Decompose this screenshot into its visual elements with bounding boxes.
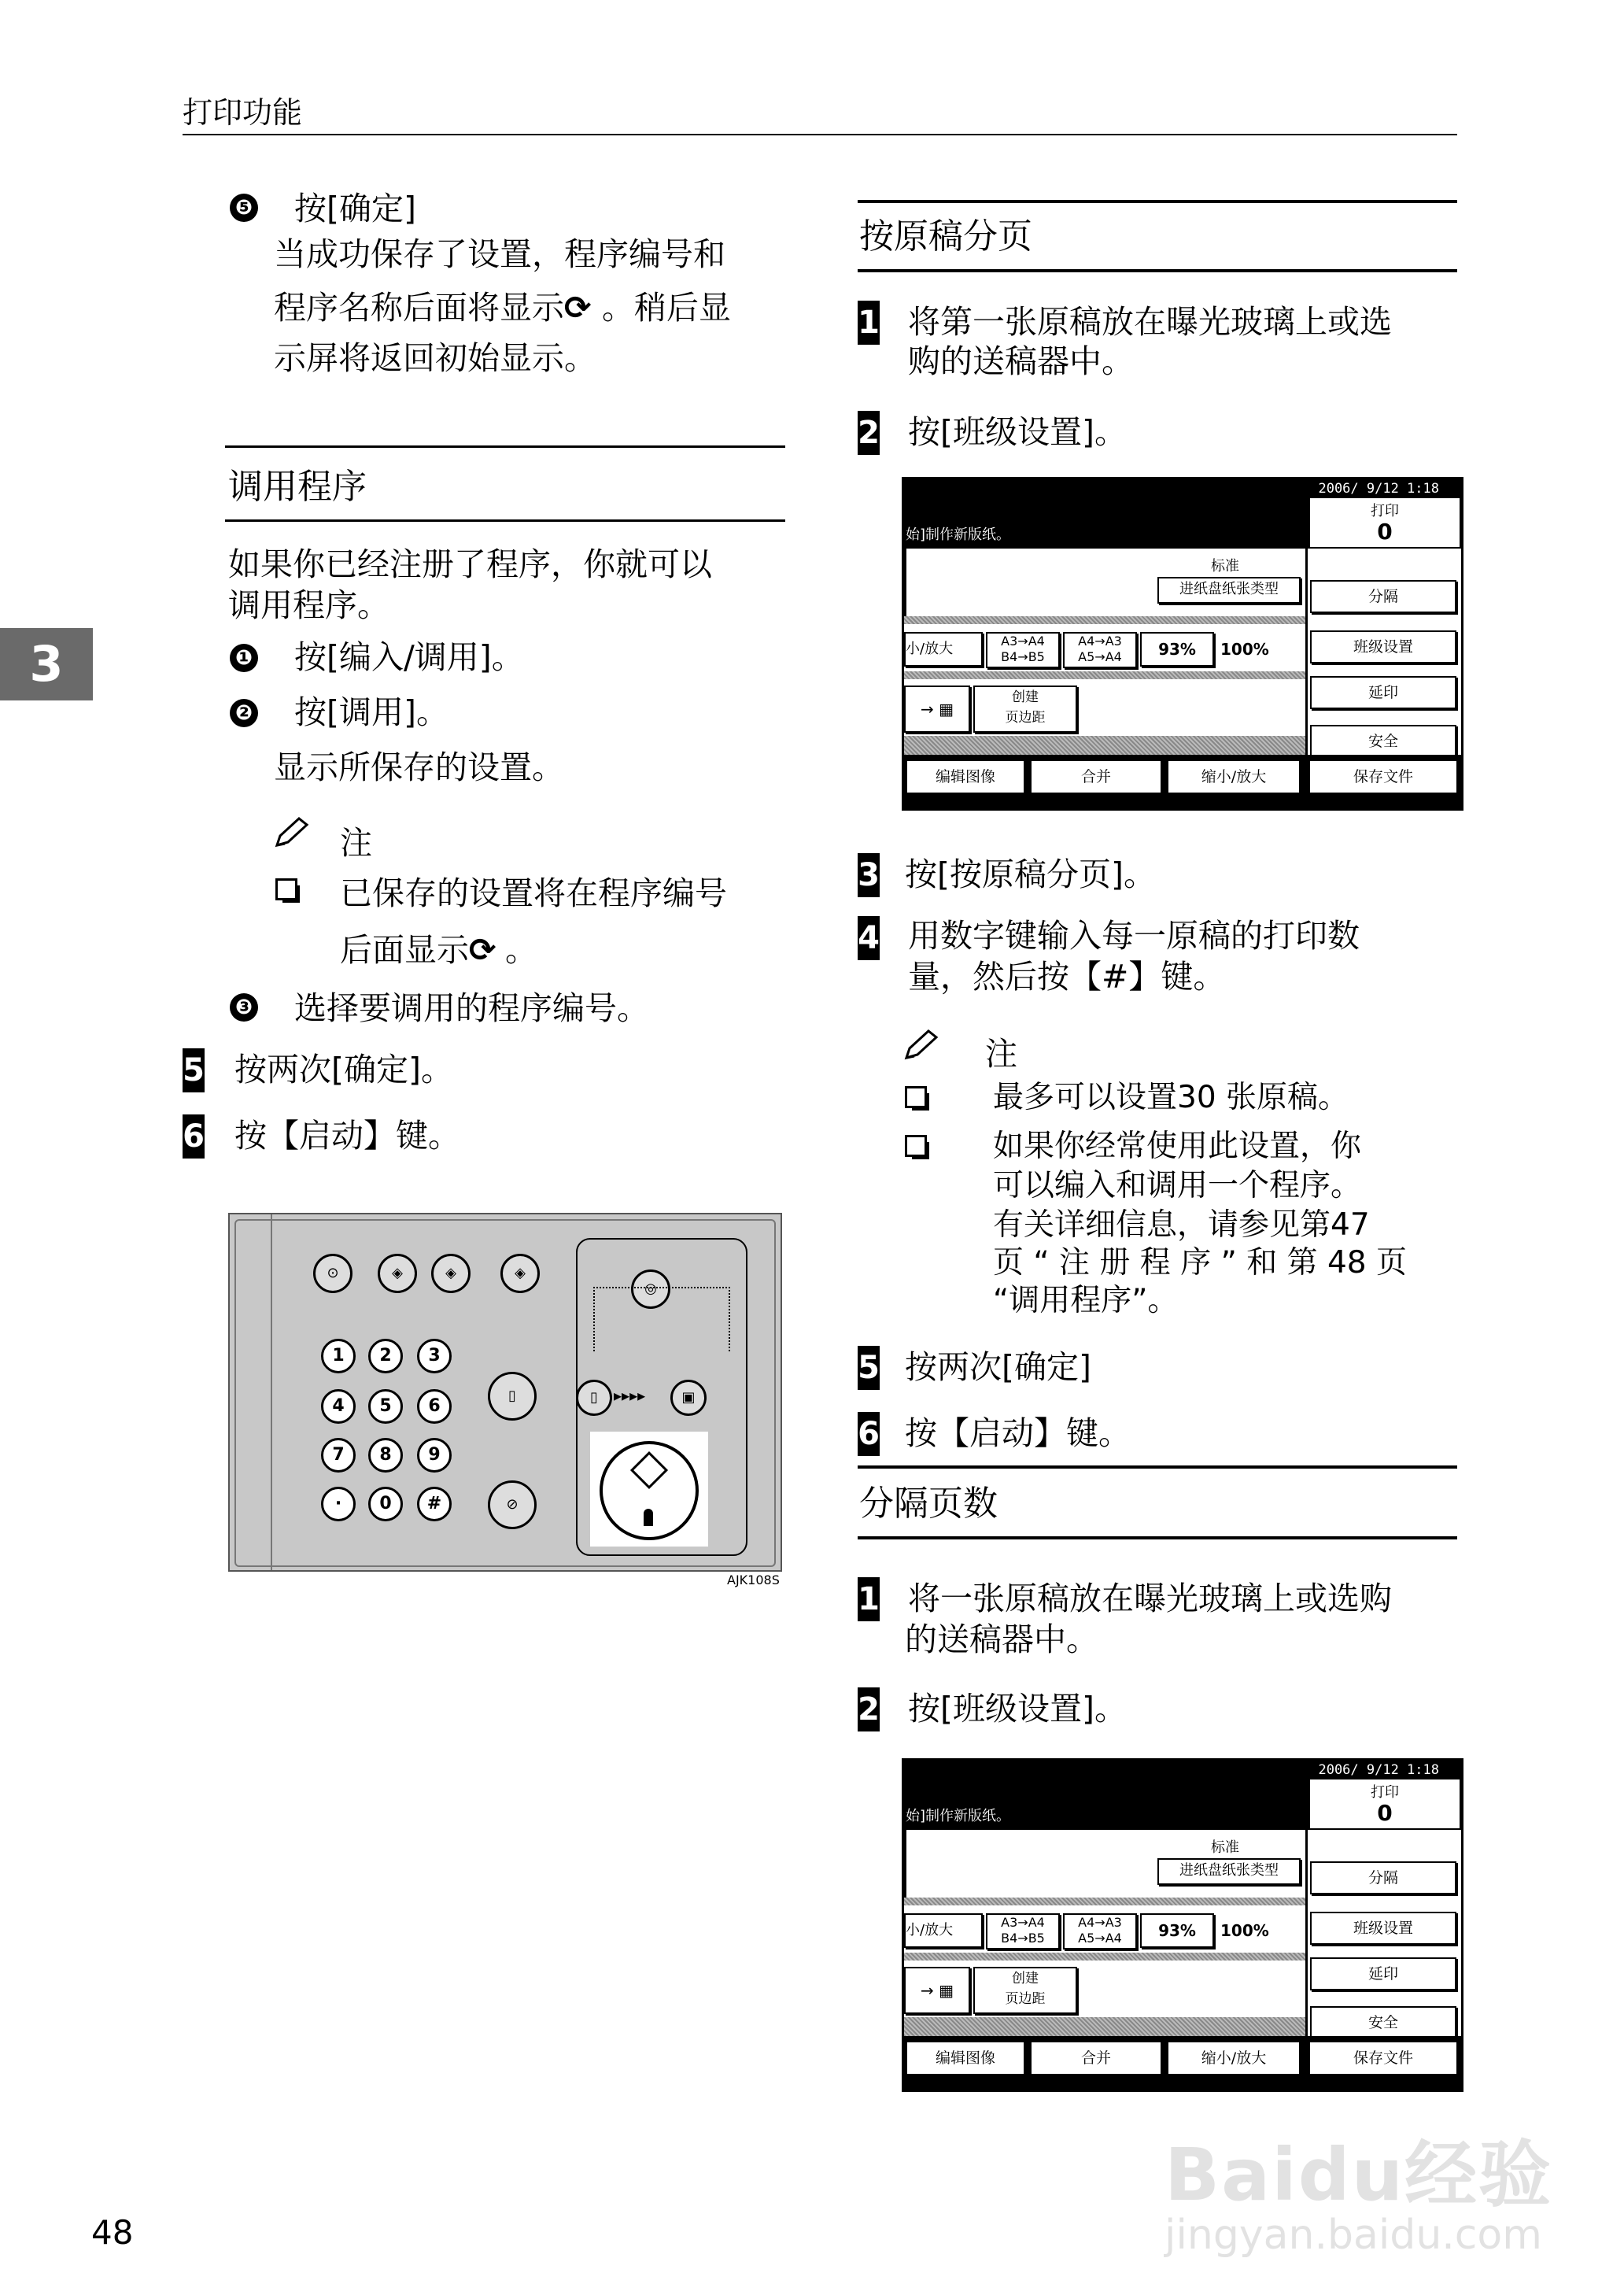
- substep-3-marker: ❸: [230, 993, 258, 1022]
- header-title: 打印功能: [183, 95, 303, 130]
- sec-rule-bottom: [225, 519, 785, 522]
- r-note-2-line-4: 页 “ 注 册 程 序 ” 和 第 48 页: [993, 1245, 1408, 1281]
- r-sec1-rule-top: [858, 200, 1457, 203]
- r-sec1-rule-bottom: [858, 269, 1457, 272]
- lcd-pct-value: 100%: [1220, 640, 1269, 659]
- start-key-icon: [600, 1441, 699, 1540]
- step-6-text: 按【启动】键。: [234, 1117, 460, 1155]
- lcd2-btn-class-settings[interactable]: 班级设置: [1310, 1912, 1456, 1945]
- r-sec2-rule-top: [858, 1465, 1457, 1469]
- interrupt-key-icon: ◈: [431, 1254, 471, 1293]
- page-number: 48: [91, 2213, 134, 2252]
- lcd-zoom-preset-2[interactable]: A4→A3 A5→A4: [1063, 632, 1137, 668]
- lcd-datetime: 2006/ 9/12 1:18: [1318, 481, 1439, 497]
- lcd2-layout-icon[interactable]: → ▦: [904, 1967, 970, 2014]
- sec-rule-top: [225, 445, 785, 448]
- watermark-url: jingyan.baidu.com: [1164, 2212, 1542, 2259]
- proof-key-icon: ▯: [576, 1380, 612, 1416]
- r-note-2-line-5: “调用程序”。: [993, 1283, 1179, 1318]
- figure-id: AJK108S: [727, 1572, 780, 1587]
- r-b-step-2-number: 2: [858, 1687, 880, 1731]
- r-step-4-line-1: 用数字键输入每一原稿的打印数: [908, 917, 1360, 955]
- lcd2-pct-value: 100%: [1220, 1921, 1269, 1940]
- lcd-btn-edit-image[interactable]: 编辑图像: [906, 759, 1025, 794]
- numkey-4: 4: [321, 1389, 356, 1424]
- r-step-3-number: 3: [858, 853, 880, 897]
- substep-2-text: 按[调用]。: [294, 693, 448, 731]
- lcd2-pct-button[interactable]: 93%: [1140, 1913, 1214, 1948]
- lcd2-paper-type-button[interactable]: 进纸盘纸张类型: [1157, 1858, 1301, 1885]
- lcd-layout-icon[interactable]: → ▦: [904, 686, 970, 733]
- r-note-bullet-1: [905, 1086, 927, 1108]
- section-title-recall: 调用程序: [228, 467, 367, 507]
- r-step-5-number: 5: [858, 1346, 880, 1390]
- lcd-screen-1: [902, 477, 1463, 811]
- lcd2-zoom-button[interactable]: 小/放大: [904, 1913, 983, 1948]
- r-step-6-text: 按【启动】键。: [905, 1414, 1131, 1452]
- substep-3-text: 选择要调用的程序编号。: [294, 989, 649, 1027]
- numkey-6: 6: [417, 1389, 452, 1424]
- lcd2-print-counter: 打印 0: [1308, 1778, 1461, 1830]
- lcd2-btn-separate[interactable]: 分隔: [1310, 1861, 1456, 1894]
- r-b-step-1-line-2: 的送稿器中。: [905, 1621, 1098, 1658]
- lcd-print-counter: 打印 0: [1308, 497, 1461, 549]
- lcd-pct-button[interactable]: 93%: [1140, 632, 1214, 667]
- recall-intro-1: 如果你已经注册了程序，你就可以: [228, 545, 712, 583]
- r-step-1-line-2: 购的送稿器中。: [908, 342, 1134, 380]
- note-bullet-icon: [275, 878, 297, 900]
- note-label: 注: [340, 824, 372, 862]
- numkey-1: 1: [321, 1339, 356, 1373]
- substep-5-body-2: 程序名称后面将显示⟳ 。稍后显: [274, 286, 731, 329]
- numkey-2: 2: [368, 1339, 403, 1373]
- substep-5-body-1: 当成功保存了设置，程序编号和: [274, 235, 725, 273]
- lcd2-zoom-preset-2[interactable]: A4→A3 A5→A4: [1063, 1913, 1137, 1949]
- lcd-btn-class-settings[interactable]: 班级设置: [1310, 630, 1456, 663]
- r-sec2-rule-bottom: [858, 1536, 1457, 1539]
- numkey-hash: #: [417, 1487, 452, 1521]
- r-note-2-line-2: 可以编入和调用一个程序。: [993, 1168, 1362, 1203]
- r-step-6-number: 6: [858, 1412, 880, 1456]
- r-note-1: 最多可以设置30 张原稿。: [993, 1080, 1349, 1115]
- numkey-3: 3: [417, 1339, 452, 1373]
- note-pen-icon: [272, 815, 312, 850]
- lcd-btn-security[interactable]: 安全: [1310, 725, 1456, 758]
- lcd-screen-2: [902, 1758, 1463, 2092]
- lcd2-margin-button[interactable]: 创建 页边距: [973, 1967, 1077, 2014]
- section-title-sort: 按原稿分页: [859, 216, 1032, 257]
- lcd-btn-reduce-enlarge[interactable]: 缩小/放大: [1167, 759, 1301, 794]
- step-5-number: 5: [183, 1048, 205, 1092]
- lcd2-btn-security[interactable]: 安全: [1310, 2006, 1456, 2039]
- r-step-5-text: 按两次[确定]: [905, 1348, 1091, 1386]
- r-note-bullet-2: [905, 1135, 927, 1157]
- section-title-separate: 分隔页数: [859, 1484, 998, 1524]
- substep-5-text: 按[确定]: [294, 190, 416, 227]
- numkey-7: 7: [321, 1438, 356, 1473]
- lcd-message: 始]制作新版纸。: [906, 527, 1011, 543]
- r-step-4-number: 4: [858, 916, 880, 960]
- lcd-margin-button[interactable]: 创建 页边距: [973, 686, 1077, 733]
- lcd-btn-separate[interactable]: 分隔: [1310, 580, 1456, 613]
- header-rule: [183, 134, 1457, 135]
- lcd2-zoom-preset-1[interactable]: A3→A4 B4→B5: [986, 1913, 1060, 1949]
- substep-1-text: 按[编入/调用]。: [294, 638, 524, 676]
- lcd2-paper-label: 标准: [1211, 1839, 1239, 1856]
- r-b-step-1-line-1: 将一张原稿放在曝光玻璃上或选购: [908, 1580, 1392, 1617]
- substep-5-marker: ❺: [230, 194, 258, 222]
- save-file-key-icon: ▣: [670, 1380, 707, 1416]
- lcd-paper-label: 标准: [1211, 558, 1239, 575]
- lcd-btn-delay-print[interactable]: 延印: [1310, 676, 1456, 709]
- clear-modes-key-icon: ⊙: [313, 1254, 352, 1293]
- note-pen-icon-2: [902, 1028, 941, 1062]
- numkey-5: 5: [368, 1389, 403, 1424]
- r-step-4-line-2: 量，然后按【#】键。: [908, 958, 1226, 996]
- r-b-step-1-number: 1: [858, 1577, 880, 1621]
- r-step-1-line-1: 将第一张原稿放在曝光玻璃上或选: [908, 303, 1392, 341]
- sample-copy-key-icon: ▯: [488, 1372, 537, 1421]
- numkey-9: 9: [417, 1438, 452, 1473]
- step-6-number: 6: [183, 1114, 205, 1159]
- substep-1-marker: ❶: [230, 644, 258, 672]
- lcd-zoom-preset-1[interactable]: A3→A4 B4→B5: [986, 632, 1060, 668]
- r-b-step-2-text: 按[班级设置]。: [908, 1690, 1127, 1728]
- program-key-icon: ◈: [378, 1254, 417, 1293]
- r-step-1-number: 1: [858, 301, 880, 345]
- check-modes-key-icon: ◎: [631, 1269, 670, 1309]
- numkey-0: 0: [368, 1487, 403, 1521]
- lcd2-btn-delay-print[interactable]: 延印: [1310, 1957, 1456, 1990]
- r-step-2-number: 2: [858, 411, 880, 455]
- energy-saver-key-icon: ◈: [500, 1254, 540, 1293]
- r-note-2-line-3: 有关详细信息，请参见第47: [993, 1207, 1370, 1243]
- lcd2-btn-combine[interactable]: 合并: [1030, 2041, 1162, 2075]
- step-5-text: 按两次[确定]。: [234, 1051, 453, 1088]
- lcd-paper-type-button[interactable]: 进纸盘纸张类型: [1157, 577, 1301, 604]
- lcd-btn-store-file[interactable]: 保存文件: [1308, 759, 1458, 794]
- lcd2-btn-store-file[interactable]: 保存文件: [1308, 2041, 1458, 2075]
- lcd2-message: 始]制作新版纸。: [906, 1808, 1011, 1824]
- note-text-2: 后面显示⟳ 。: [340, 929, 537, 971]
- lcd-btn-combine[interactable]: 合并: [1030, 759, 1162, 794]
- chapter-tab: 3: [0, 628, 93, 700]
- lcd2-btn-edit-image[interactable]: 编辑图像: [906, 2041, 1025, 2075]
- lcd-zoom-button[interactable]: 小/放大: [904, 632, 983, 667]
- program-arrow-icon: ⟳: [564, 289, 592, 327]
- r-step-2-text: 按[班级设置]。: [908, 413, 1127, 451]
- program-arrow-icon-2: ⟳: [469, 931, 496, 969]
- numkey-8: 8: [368, 1438, 403, 1473]
- substep-2-body: 显示所保存的设置。: [274, 748, 564, 786]
- lcd2-btn-reduce-enlarge[interactable]: 缩小/放大: [1167, 2041, 1301, 2075]
- recall-intro-2: 调用程序。: [228, 586, 389, 624]
- r-step-3-text: 按[按原稿分页]。: [905, 856, 1156, 893]
- numkey-dot: ·: [321, 1487, 356, 1521]
- r-note-label: 注: [985, 1035, 1017, 1073]
- substep-2-marker: ❷: [230, 699, 258, 727]
- note-text-1: 已保存的设置将在程序编号: [340, 874, 727, 912]
- control-panel-illustration: ⊙ ◈ ◈ ◈ 1 2 3 4 5 6 7 8 9 · 0 # ▯ ⊘ ◎ ▯ ▸▸▸▸ ▣: [228, 1213, 782, 1572]
- clear-stop-key-icon: ⊘: [488, 1480, 537, 1529]
- watermark-logo: Baidu经验: [1164, 2133, 1553, 2217]
- r-note-2-line-1: 如果你经常使用此设置，你: [993, 1129, 1362, 1164]
- substep-5-body-3: 示屏将返回初始显示。: [274, 339, 596, 377]
- lcd2-datetime: 2006/ 9/12 1:18: [1318, 1762, 1439, 1778]
